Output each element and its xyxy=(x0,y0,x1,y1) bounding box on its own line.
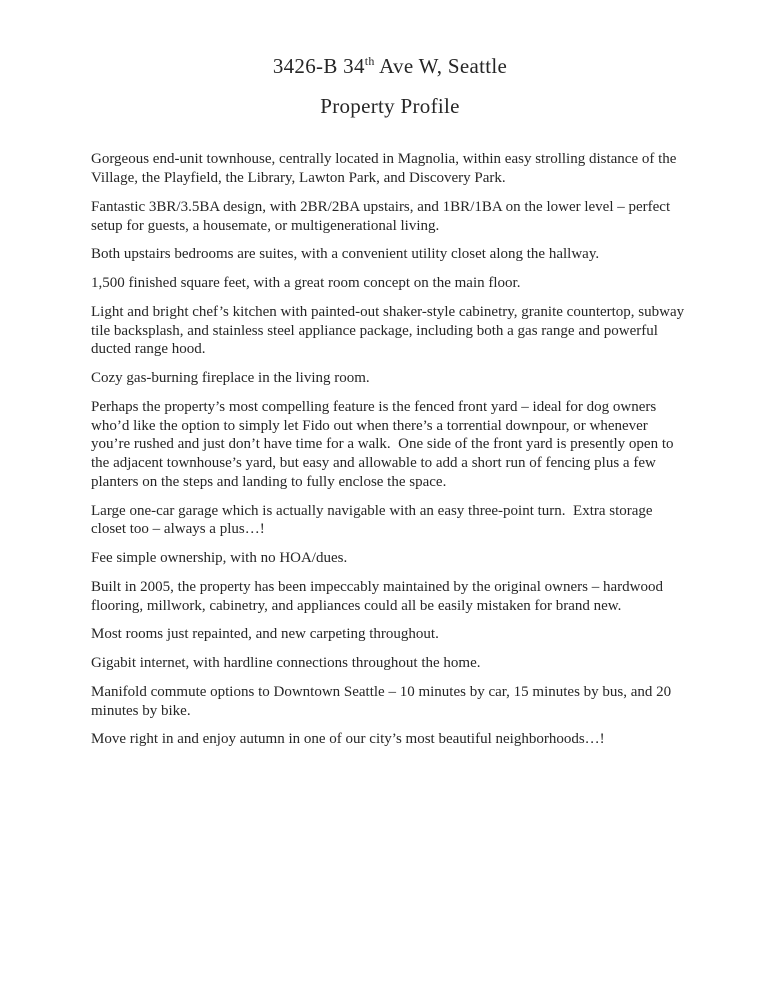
paragraph-bedroom-suites: Both upstairs bedrooms are suites, with a convenient utility closet along the hallway. xyxy=(91,246,600,263)
paragraph-commute: Manifold commute options to Downtown Seattle – 10 minutes by car, 15 minutes by bus, and 20 minutes by bike. xyxy=(91,683,675,719)
paragraph-internet: Gigabit internet, with hardline connections throughout the home. xyxy=(91,655,481,672)
document-title-superscript: th xyxy=(364,54,375,68)
paragraph-garage: Large one-car garage which is actually navigable with an easy three-point turn. Extra storage closet too – always a plus…! xyxy=(91,502,657,538)
paragraph-fireplace: Cozy gas-burning fireplace in the living room. xyxy=(91,370,370,387)
document-subtitle: Property Profile xyxy=(320,94,460,119)
paragraph-closing: Move right in and enjoy autumn in one of our city’s most beautiful neighborhoods…! xyxy=(91,731,605,748)
paragraph-square-feet: 1,500 finished square feet, with a great room concept on the main floor. xyxy=(91,275,521,292)
paragraph-intro-location: Gorgeous end-unit townhouse, centrally located in Magnolia, within easy strolling distance of the Village, the Playfield, the Library, Lawton Park, and Discovery Park. xyxy=(91,151,680,187)
document-body xyxy=(91,150,689,749)
paragraph-floorplan: Fantastic 3BR/3.5BA design, with 2BR/2BA upstairs, and 1BR/1BA on the lower level – perfect setup for guests, a housemate, or multigenerational living. xyxy=(91,198,674,234)
paragraph-repainted: Most rooms just repainted, and new carpeting throughout. xyxy=(91,626,439,643)
paragraph-kitchen: Light and bright chef’s kitchen with painted-out shaker-style cabinetry, granite countertop, subway tile backsplash, and stainless steel appliance package, including both a gas range and powerful ducted range hood. xyxy=(91,303,688,358)
document-title-prefix: 3426-B 34 xyxy=(272,54,365,78)
document-title-suffix: Ave W, Seattle xyxy=(374,54,508,78)
document-title xyxy=(91,54,689,79)
paragraph-ownership: Fee simple ownership, with no HOA/dues. xyxy=(91,550,348,567)
paragraph-built-2005: Built in 2005, the property has been impeccably maintained by the original owners – hardwood flooring, millwork, cabinetry, and appliances could all be easily mistaken for brand new. xyxy=(91,578,667,614)
paragraph-front-yard: Perhaps the property’s most compelling feature is the fenced front yard – ideal for dog owners who’d like the option to simply let Fido out when there’s a torrential downpour, or whenever you’re rushed and just don’t have time for a walk. One side of the front yard is presently open to the adjacent townhouse’s yard, but easy and allowable to add a short run of fencing plus a few planters on the steps and landing to fully enclose the space. xyxy=(91,398,678,490)
